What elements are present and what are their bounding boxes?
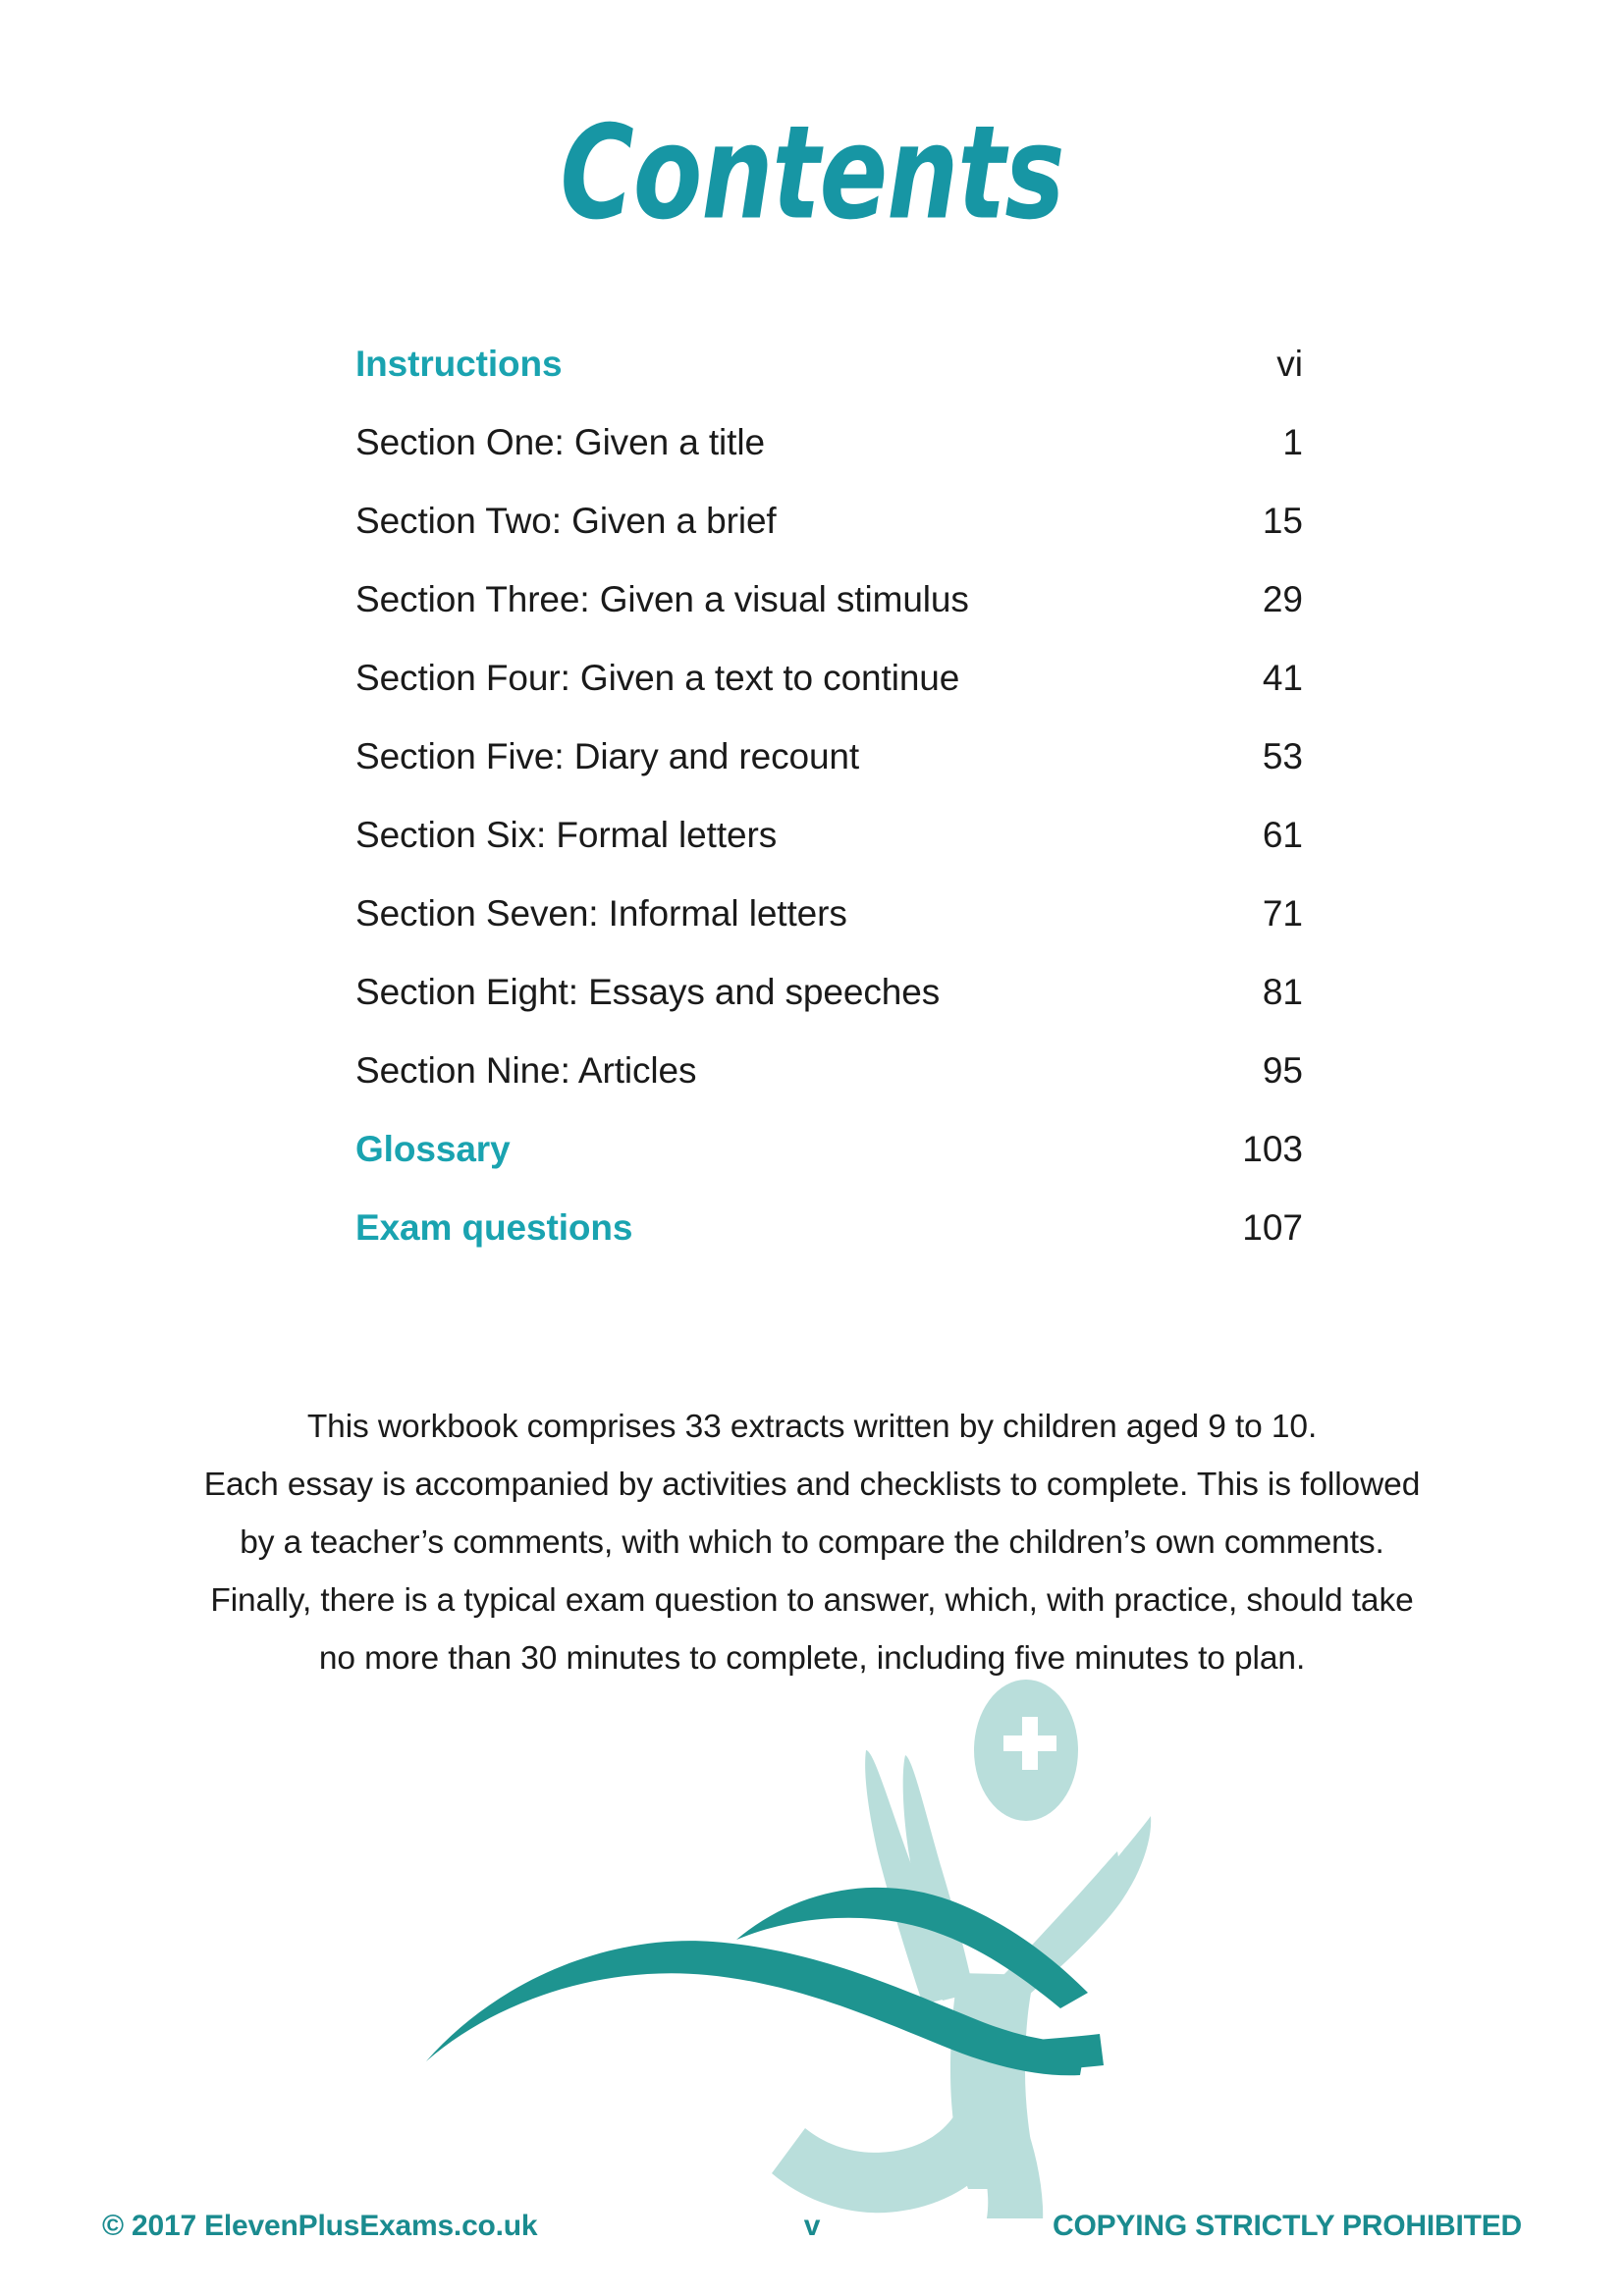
toc-row[interactable] xyxy=(355,1052,1303,1131)
footer-page-number: v xyxy=(803,2210,821,2242)
toc-row[interactable] xyxy=(355,895,1303,974)
intro-paragraph-line: This workbook comprises 33 extracts written by children aged 9 to 10. xyxy=(306,1409,1318,1445)
toc-entry-page-number: 103 xyxy=(1242,1129,1303,1169)
toc-entry-page-number: 29 xyxy=(1262,579,1303,619)
toc-row[interactable] xyxy=(355,424,1303,503)
intro-paragraph xyxy=(118,1398,1506,1687)
page-title: Contents xyxy=(560,98,1064,249)
toc-entry-label: Section Two: Given a brief xyxy=(355,501,777,541)
toc-entry-page-number: 107 xyxy=(1242,1207,1303,1248)
footer-copyright: © 2017 ElevenPlusExams.co.uk xyxy=(102,2210,538,2242)
toc-entry-page-number: 1 xyxy=(1282,422,1303,462)
toc-row[interactable] xyxy=(355,503,1303,581)
intro-paragraph-line: Each essay is accompanied by activities and checklists to complete. This is followed xyxy=(203,1467,1421,1503)
toc-entry-label: Section Eight: Essays and speeches xyxy=(355,972,941,1012)
toc-entry-page-number: 41 xyxy=(1262,658,1303,698)
table-of-contents xyxy=(355,346,1303,1288)
toc-row[interactable] xyxy=(355,581,1303,660)
toc-entry-label: Section Six: Formal letters xyxy=(355,815,778,855)
toc-entry-page-number: vi xyxy=(1276,344,1303,384)
toc-entry-label: Instructions xyxy=(355,344,563,384)
toc-entry-page-number: 61 xyxy=(1262,815,1303,855)
toc-entry-label: Exam questions xyxy=(355,1207,633,1248)
toc-row[interactable] xyxy=(355,1209,1303,1288)
toc-entry-label: Section Seven: Informal letters xyxy=(355,893,847,934)
toc-entry-page-number: 15 xyxy=(1262,501,1303,541)
toc-entry-label: Section One: Given a title xyxy=(355,422,765,462)
toc-entry-page-number: 71 xyxy=(1262,893,1303,934)
toc-entry-page-number: 53 xyxy=(1262,736,1303,776)
toc-entry-label: Section Four: Given a text to continue xyxy=(355,658,960,698)
toc-row[interactable] xyxy=(355,660,1303,738)
toc-row[interactable] xyxy=(355,738,1303,817)
toc-entry-page-number: 81 xyxy=(1262,972,1303,1012)
logo-figure-body xyxy=(772,1680,1151,2218)
intro-paragraph-line: no more than 30 minutes to complete, including five minutes to plan. xyxy=(318,1640,1306,1677)
toc-entry-label: Section Five: Diary and recount xyxy=(355,736,860,776)
toc-row[interactable] xyxy=(355,346,1303,424)
page-footer xyxy=(102,2203,1522,2250)
toc-row[interactable] xyxy=(355,974,1303,1052)
footer-copying-notice: COPYING STRICTLY PROHIBITED xyxy=(1053,2210,1522,2242)
toc-entry-label: Section Nine: Articles xyxy=(355,1050,697,1091)
running-figure-logo xyxy=(412,1669,1296,2218)
toc-row[interactable] xyxy=(355,817,1303,895)
toc-row[interactable] xyxy=(355,1131,1303,1209)
intro-paragraph-line: Finally, there is a typical exam question to answer, which, with practice, should take xyxy=(210,1582,1414,1619)
intro-paragraph-line: by a teacher’s comments, with which to compare the children’s own comments. xyxy=(240,1524,1384,1561)
logo-swoosh-band xyxy=(1037,2034,1104,2071)
toc-entry-page-number: 95 xyxy=(1262,1050,1303,1091)
toc-entry-label: Glossary xyxy=(355,1129,511,1169)
toc-entry-label: Section Three: Given a visual stimulus xyxy=(355,579,969,619)
